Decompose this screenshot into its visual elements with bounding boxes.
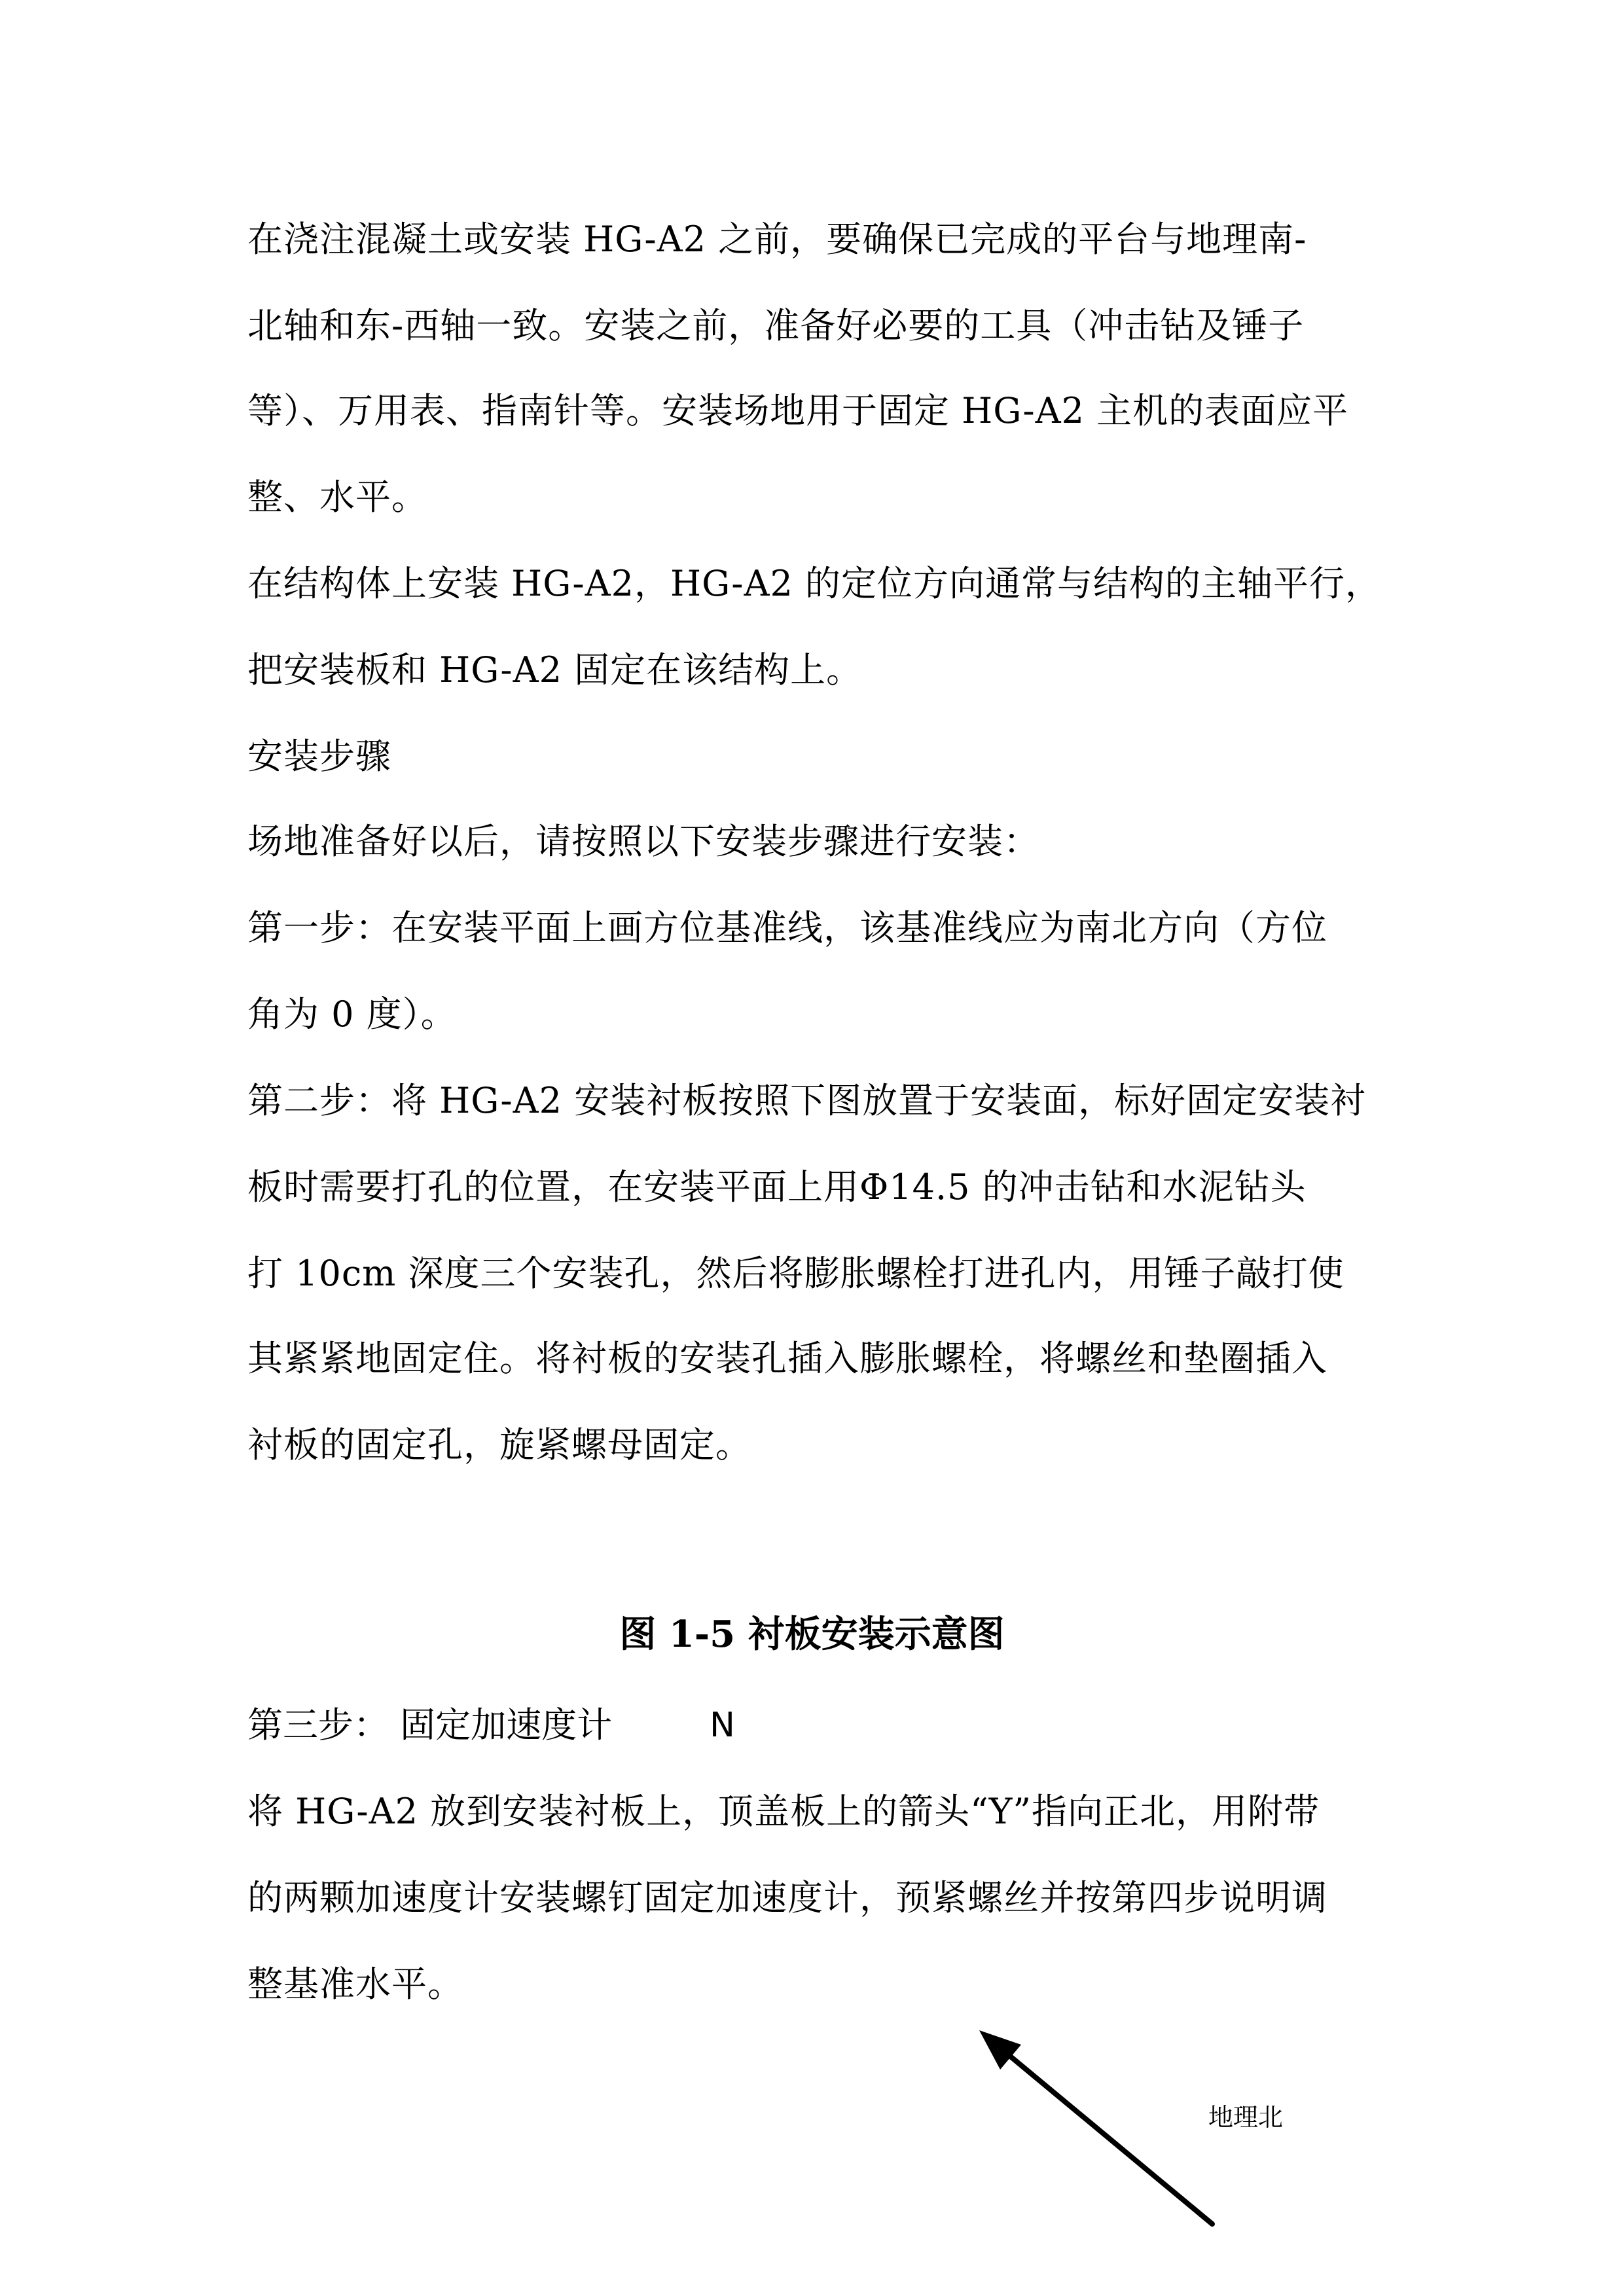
step1-line-1: 第一步：在安装平面上画方位基准线，该基准线应为南北方向（方位 [247, 907, 1327, 948]
paragraph1-line-1: 在浇注混凝土或安装 HG-A2 之前，要确保已完成的平台与地理南- [247, 219, 1307, 260]
step3-line-3: 整基准水平。 [247, 1964, 463, 2005]
intro-line: 场地准备好以后，请按照以下安装步骤进行安装： [247, 821, 1039, 862]
step3-title-row [247, 1704, 735, 1746]
step3-title: 第三步： 固定加速度计 [247, 1704, 613, 1746]
step1-line-2: 角为 0 度）。 [247, 994, 457, 1035]
step2-line-3: 打 10cm 深度三个安装孔，然后将膨胀螺栓打进孔内，用锤子敲打使 [247, 1253, 1344, 1294]
step3-line-2: 的两颗加速度计安装螺钉固定加速度计，预紧螺丝并按第四步说明调 [247, 1877, 1327, 1918]
paragraph2-line-2: 把安装板和 HG-A2 固定在该结构上。 [247, 649, 863, 691]
step2-line-2: 板时需要打孔的位置，在安装平面上用Φ14.5 的冲击钻和水泥钻头 [247, 1166, 1307, 1208]
north-arrow-icon [956, 2016, 1231, 2245]
north-mark: N [710, 1706, 735, 1745]
paragraph1-line-2: 北轴和东-西轴一致。安装之前，准备好必要的工具（冲击钻及锤子 [247, 305, 1305, 346]
paragraph1-line-3: 等）、万用表、指南针等。安装场地用于固定 HG-A2 主机的表面应平 [247, 390, 1349, 431]
step3-line-1: 将 HG-A2 放到安装衬板上，顶盖板上的箭头“Y”指向正北，用附带 [247, 1791, 1320, 1832]
step2-line-1: 第二步：将 HG-A2 安装衬板按照下图放置于安装面，标好固定安装衬 [247, 1080, 1367, 1121]
figure-caption: 图 1-5 衬板安装示意图 [619, 1613, 1005, 1656]
section-heading: 安装步骤 [247, 736, 391, 777]
geographic-north-label: 地理北 [1208, 2103, 1284, 2132]
paragraph2-line-1: 在结构体上安装 HG-A2，HG-A2 的定位方向通常与结构的主轴平行， [247, 563, 1381, 604]
step2-line-4: 其紧紧地固定住。将衬板的安装孔插入膨胀螺栓，将螺丝和垫圈插入 [247, 1338, 1327, 1379]
paragraph1-line-4: 整、水平。 [247, 476, 427, 518]
step2-line-5: 衬板的固定孔，旋紧螺母固定。 [247, 1424, 751, 1465]
